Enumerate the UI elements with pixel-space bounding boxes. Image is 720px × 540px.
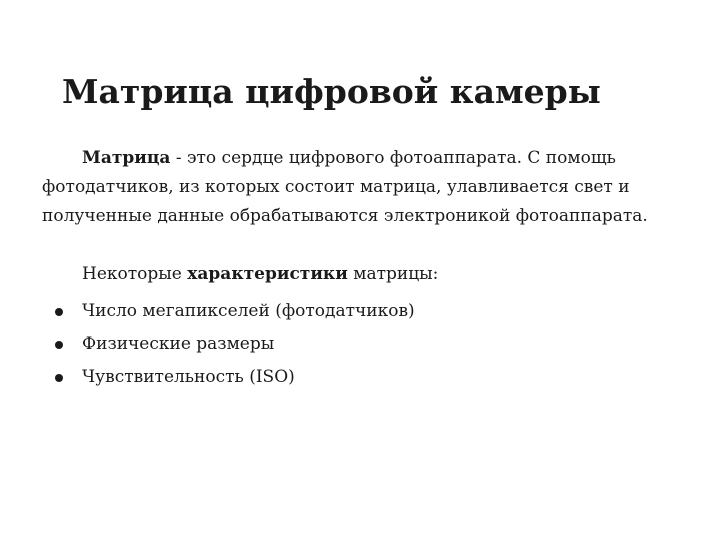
- list-item-text: Чувствительность (ISO): [82, 367, 295, 387]
- definition-term: Матрица: [82, 148, 171, 168]
- list-item: [52, 297, 672, 330]
- intro-before: Некоторые: [82, 264, 188, 284]
- list-item: [52, 363, 672, 396]
- bullet-dot-icon: [55, 341, 63, 349]
- intro-after: матрицы:: [347, 264, 439, 284]
- characteristics-list: [52, 297, 672, 396]
- list-item-text: Число мегапикселей (фотодатчиков): [82, 301, 415, 321]
- characteristics-intro: [82, 260, 682, 289]
- list-item: [52, 330, 672, 363]
- bullet-dot-icon: [55, 374, 63, 382]
- list-item-text: Физические размеры: [82, 334, 275, 354]
- slide-title: Матрица цифровой камеры: [62, 72, 601, 111]
- definition-text: - это сердце цифрового фотоаппарата. С помощь фотодатчиков, из которых состоит матрица, улавливается свет и полученные данные обрабатываются электроникой фотоаппарата.: [42, 148, 648, 226]
- definition-paragraph: [42, 144, 692, 231]
- bullet-dot-icon: [55, 308, 63, 316]
- intro-bold: характеристики: [187, 264, 348, 284]
